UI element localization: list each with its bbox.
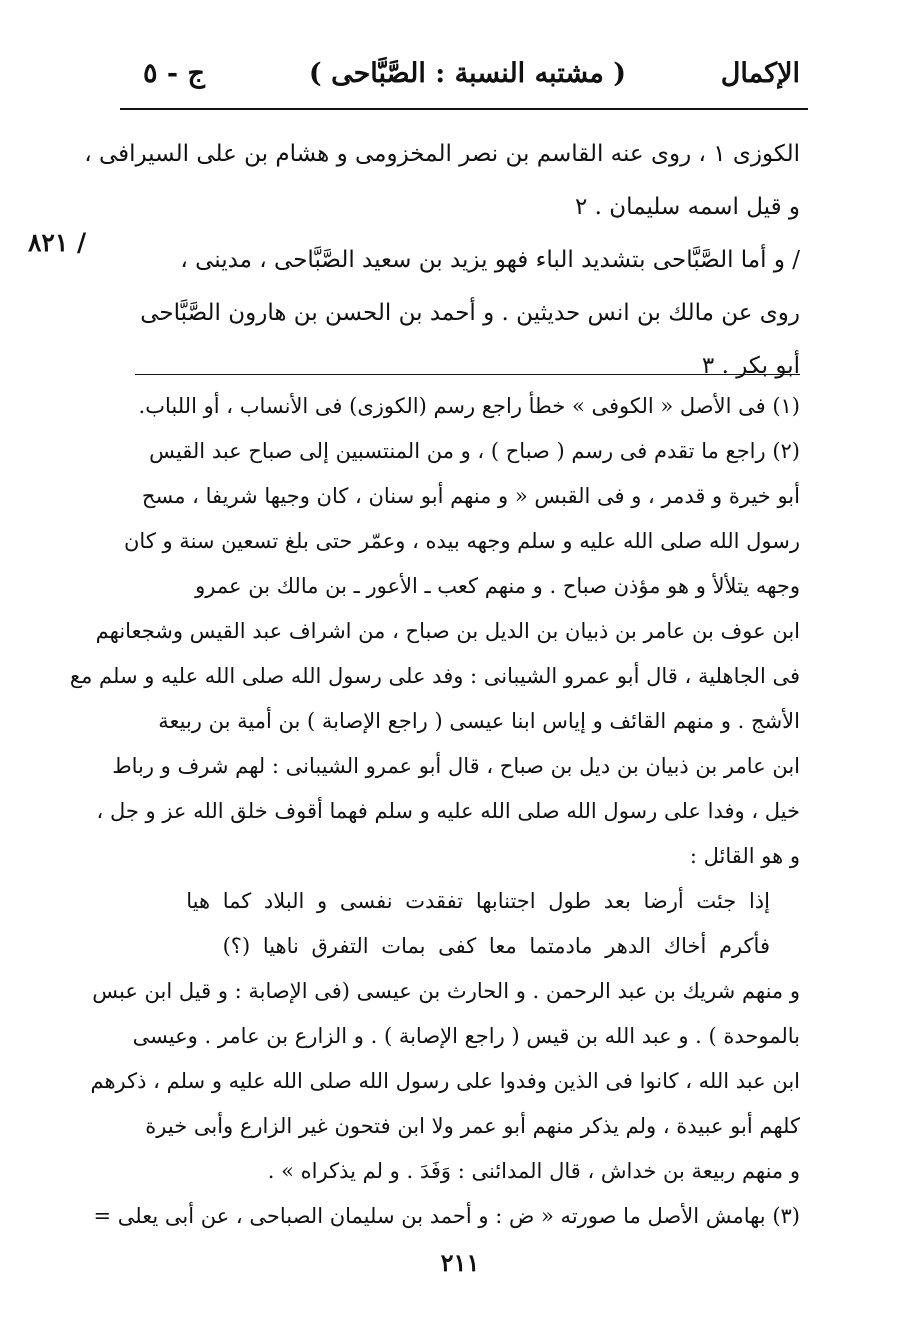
footnote-line: فى الجاهلية ، قال أبو عمرو الشيبانى : وفد على رسول الله صلى الله عليه و سلم مع: [69, 664, 800, 688]
poem-verse: إذا جئت أرضا بعد طول اجتنابها تفقدت نفسى و البلاد كما هيا: [186, 889, 770, 913]
running-header: [135, 58, 800, 100]
main-line: / و أما الصَّبَّاحى بتشديد الباء فهو يزيد بن سعيد الصَّبَّاحى ، مدينى ،: [180, 247, 800, 273]
page-number: ٢١١: [440, 1248, 480, 1277]
footnote-line: رسول الله صلى الله عليه و سلم وجهه بيده ، وعمّر حتى بلغ تسعين سنة و كان: [124, 529, 800, 553]
poem-verse: فأكرم أخاك الدهر مادمتما معا كفى بمات التفرق ناهيا (؟): [222, 934, 770, 958]
footnote-line: وجهه يتلألأ و هو مؤذن صباح . و منهم كعب ـ الأعور ـ بن مالك بن عمرو: [195, 574, 800, 598]
footnote-line: (٣) بهامش الأصل ما صورته « ض : و أحمد بن سليمان الصباحى ، عن أبى يعلى =: [93, 1204, 800, 1228]
footnote-line: الأشج . و منهم القائف و إياس ابنا عيسى ( راجع الإصابة ) بن أمية بن ربيعة: [158, 709, 800, 733]
footnote-line: و منهم شريك بن عبد الرحمن . و الحارث بن عيسى (فى الإصابة : و قيل ابن عبس: [92, 979, 800, 1003]
footnote-line: (١) فى الأصل « الكوفى » خطأ راجع رسم (الكوزى) فى الأنساب ، أو اللباب.: [138, 394, 800, 418]
main-line: أبو بكر . ٣: [701, 353, 800, 379]
margin-folio-number: / ٨٢١: [28, 228, 87, 257]
book-title: الإكمال: [720, 58, 800, 89]
main-line: و قيل اسمه سليمان . ٢: [575, 194, 800, 220]
volume-label: ج - ٥: [143, 58, 205, 89]
footnote-line: أبو خيرة و قدمر ، و فى القبس « و منهم أبو سنان ، كان وجيها شريفا ، مسح: [141, 484, 800, 508]
footnote-line: ابن عبد الله ، كانوا فى الذين وفدوا على رسول الله صلى الله عليه و سلم ، ذكرهم: [90, 1069, 800, 1093]
poem: [140, 879, 800, 969]
section-title: ( مشتبه النسبة : الصَّبَّاحى ): [308, 58, 627, 89]
footnote-rule: [135, 374, 800, 375]
main-line: الكوزى ١ ، روى عنه القاسم بن نصر المخزومى و هشام بن على السيرافى ،: [84, 141, 800, 167]
footnote-line: بالموحدة ) . و عبد الله بن قيس ( راجع الإصابة ) . و الزارع بن عامر . وعيسى: [132, 1024, 800, 1048]
footnotes: [69, 384, 800, 1239]
footnote-line: و منهم ربيعة بن خداش ، قال المدائنى : وَفَدَ . و لم يذكراه » .: [267, 1159, 800, 1183]
footnote-line: ابن عوف بن عامر بن ذبيان بن الديل بن صباح ، من اشراف عبد القيس وشجعانهم: [95, 619, 800, 643]
main-line: روى عن مالك بن انس حديثين . و أحمد بن الحسن بن هارون الصَّبَّاحى: [140, 300, 800, 326]
main-text: [84, 128, 800, 393]
footnote-line: و هو القائل :: [689, 844, 800, 868]
header-rule: [120, 108, 808, 110]
footnote-line: كلهم أبو عبيدة ، ولم يذكر منهم أبو عمر ولا ابن فتحون غير الزارع وأبى خيرة: [145, 1114, 800, 1138]
footnote-line: ابن عامر بن ذبيان بن ديل بن صباح ، قال أبو عمرو الشيبانى : لهم شرف و رباط: [112, 754, 800, 778]
footnote-line: (٢) راجع ما تقدم فى رسم ( صباح ) ، و من المنتسبين إلى صباح عبد القيس: [149, 439, 800, 463]
footnote-line: خيل ، وفدا على رسول الله صلى الله عليه و سلم فهما أقوف خلق الله عز و جل ،: [96, 799, 800, 823]
